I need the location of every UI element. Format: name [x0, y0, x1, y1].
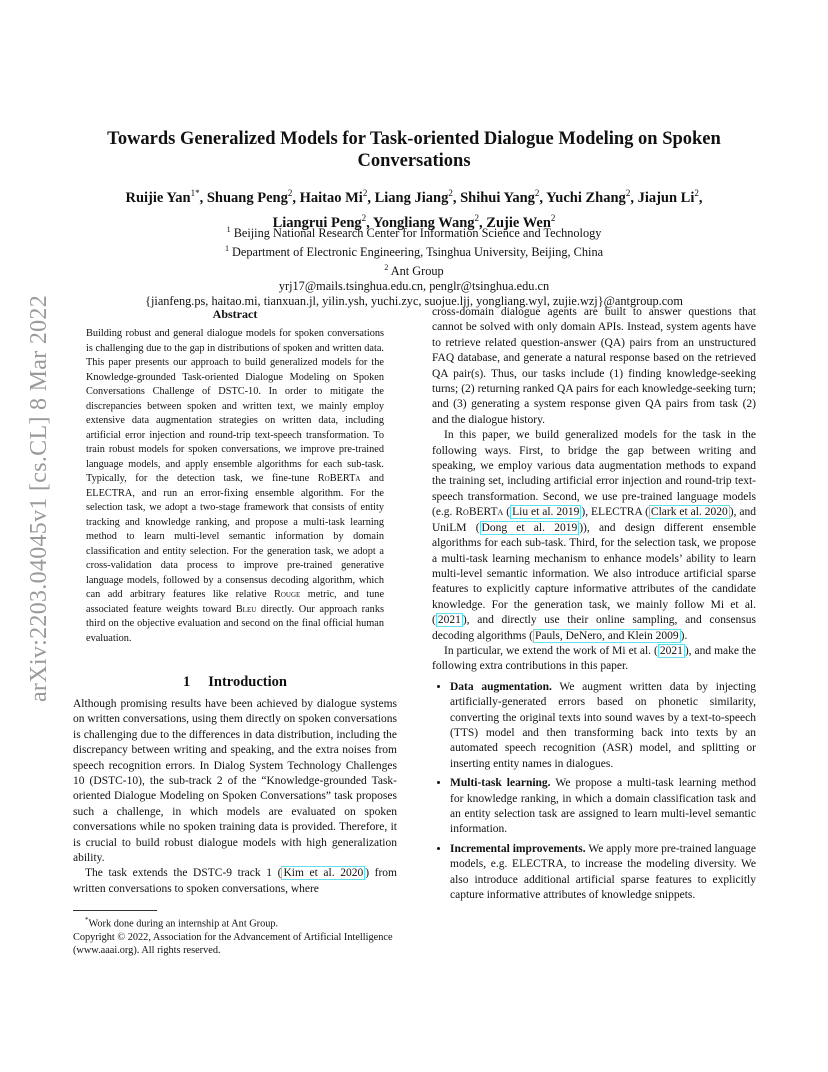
section-heading: 1 Introduction [183, 674, 287, 690]
list-item: • Incremental improvements. We apply more pre-trained language models, e.g. ELECTRA, to increase the modeling diversity. We also introduce additional artificial sparse features to explicitly capture informative attributes of knowledge snippets. [450, 842, 756, 904]
footnote-rule [73, 910, 157, 911]
footnote: *Work done during an internship at Ant Group. Copyright © 2022, Association for the Advancement of Artificial Intelligence (www.aaai.org). All rights reserved. [73, 916, 393, 957]
author: Liang Jiang$^2$ [374, 188, 453, 206]
citation-link[interactable]: Liu et al. 2019 [512, 506, 580, 519]
arxiv-stamp [20, 294, 60, 702]
author: Zujie Wen$^2$ [486, 212, 556, 231]
affiliation: $^1$ Department of Electronic Engineering, Tsinghua University, Beijing, China [224, 244, 604, 260]
author-line-2: Liangrui Peng$^2$, Yongliang Wang$^2$, Zujie Wen$^2$ [272, 212, 556, 231]
contribution-list [432, 680, 756, 904]
author-line-1: Ruijie Yan$^{1*}$, Shuang Peng$^2$, Haitao Mi$^2$, Liang Jiang$^2$, Shihui Yang$^2$, Yuchi Zhang$^2$, Jiajun Li$^2$, [125, 188, 703, 206]
citation-link[interactable]: Dong et al. 2019 [481, 521, 578, 534]
intro-right-column [432, 305, 756, 907]
author: Liangrui Peng$^2$ [272, 212, 367, 231]
citation-link[interactable]: Pauls, DeNero, and Klein 2009 [534, 629, 679, 642]
citation-link[interactable]: Clark et al. 2020 [650, 506, 728, 519]
author: Yongliang Wang$^2$ [372, 212, 480, 231]
paragraph: cross-domain dialogue agents are built to answer questions that cannot be solved with only domain APIs. Instead, system agents have to retrieve related question-answer (QA) pairs from an unstructured FAQ database, and generate a natural response based on the retrieved QA pair(s). Thus, our tasks include (1) finding knowledge-seeking turns; (2) returning ranked QA pairs for each knowledge-seeking turn; and (3) generating a system response given QA pairs from task (2) and the dialogue history. [432, 306, 756, 426]
author: Jiajun Li$^2$ [637, 188, 699, 206]
paragraph: In particular, we extend the work of Mi et al. ( 2021 ), and make the following extra contributions in this paper. [432, 644, 757, 673]
author: Shihui Yang$^2$ [460, 188, 540, 206]
list-item: • Multi-task learning. We propose a multi-task learning method for knowledge ranking, in which a domain classification task and an entity selection task are assigned to learn multi-level semantic information. [450, 776, 756, 838]
author: Shuang Peng$^2$ [206, 188, 293, 206]
author: Haitao Mi$^2$ [299, 188, 368, 206]
affiliation: $^2$ Ant Group [384, 263, 444, 279]
paragraph: The task extends the DSTC-9 track 1 ( Kim et al. 2020 ) from written conversations to spoken conversations, where [73, 867, 398, 895]
paper-title: Towards Generalized Models for Task-oriented Dialogue Modeling on Spoken Conversations [107, 129, 721, 171]
list-item: • Data augmentation. We augment written data by injecting artificially-generated errors based on phonetic similarity, converting the original texts into sound waves by a text-to-speech (TTS) model and then transforming back into texts by an automated speech recognition (ASR) model, and splitting or inserting entity names in dialogues. [450, 680, 756, 772]
affiliation: $^1$ Beijing National Research Center for Information Science and Technology [226, 225, 602, 241]
citation-link[interactable]: Kim et al. 2020 [283, 867, 364, 880]
abstract-heading: Abstract [212, 307, 258, 321]
email-line: {jianfeng.ps, haitao.mi, tianxuan.jl, yilin.ysh, yuchi.zyc, suojue.ljj, yongliang.wyl, zujie.wzj}@antgroup.com [145, 294, 683, 309]
paragraph: In this paper, we build generalized models for the task in the following ways. First, to bridge the gap between writing and speaking, we employ various data augmentation methods to expand the training set, including artificial error injection and round-trip text-speech transformation. Second, we use pre-trained language models (e.g. RoBERTa ( Liu et al. 2019 ), ELECTRA ( Clark et al. 2020 ), and UniLM ( Dong et al. 2019 )), and design different ensemble algorithms for each sub-task. Third, for the selection task, we propose a multi-task learning mechanism to enhance models’ ability to learn multi-level semantic information. We also introduce artificial sparse features to explicitly capture informative attributes of the candidate knowledge. For the generation task, we mainly follow Mi et al. ( 2021 ), and directly use their online sampling, and consensus decoding algorithms ( Pauls, DeNero, and Klein 2009 ). [432, 429, 756, 642]
affiliations [80, 222, 748, 309]
abstract-body: Building robust and general dialogue models for spoken conversations is challenging due to the gap in distributions of spoken and written data. This paper presents our approach to build generalized models for the Knowledge-grounded Task-oriented Dialogue Modeling on Spoken Conversations Challenge of DSTC-10. In order to mitigate the discrepancies between spoken and written text, we mainly employ extensive data augmentation strategies on written data, including artificial error injection and round-trip text-speech transformation. To train robust models for spoken conversations, we improve pre-trained language models, and apply ensemble algorithms for each sub-task. Typically, for the detection task, we fine-tune RoBERTa and ELECTRA, and run an error-fixing ensemble algorithm. For the selection task, we adopt a two-stage framework that consists of entity tracking and knowledge ranking, and propose a multi-task learning method to learn multi-level semantic information by domain classification and entity selection. For the generation task, we adopt a cross-validation data process to improve pre-trained generative language models, followed by a consensus decoding algorithm, which can add arbitrary features like relative Rouge metric, and tune associated feature weights toward Bleu directly. Our approach ranks third on the objective evaluation and second on the final official human evaluation. [86, 328, 385, 644]
arxiv-stamp-text: arXiv:2203.04045v1 [cs.CL] 8 Mar 2022 [26, 294, 53, 702]
citation-link[interactable]: 2021 [659, 644, 683, 657]
paragraph: Although promising results have been achieved by dialogue systems on written conversations, using them directly on spoken conversations is challenging due to the differences in data distribution, including the discrepancy between writing and speaking, and the extra noises from speech recognition errors. In Dialog System Technology Challenges 10 (DSTC-10), the sub-track 2 of the “Knowledge-grounded Task-oriented Dialogue Modeling on Spoken Conversations” task proposes such a challenge, in which models are evaluated on spoken conversations while no spoken training data is provided. Therefore, it is crucial to build robust dialogue models with high generalization ability. [73, 698, 397, 865]
author: Ruijie Yan$^{1*}$ [125, 188, 200, 206]
intro-left-column [73, 697, 397, 897]
citation-link[interactable]: 2021 [437, 614, 461, 627]
email-line: yrj17@mails.tsinghua.edu.cn, penglr@tsinghua.edu.cn [278, 279, 550, 294]
author: Yuchi Zhang$^2$ [546, 188, 631, 206]
